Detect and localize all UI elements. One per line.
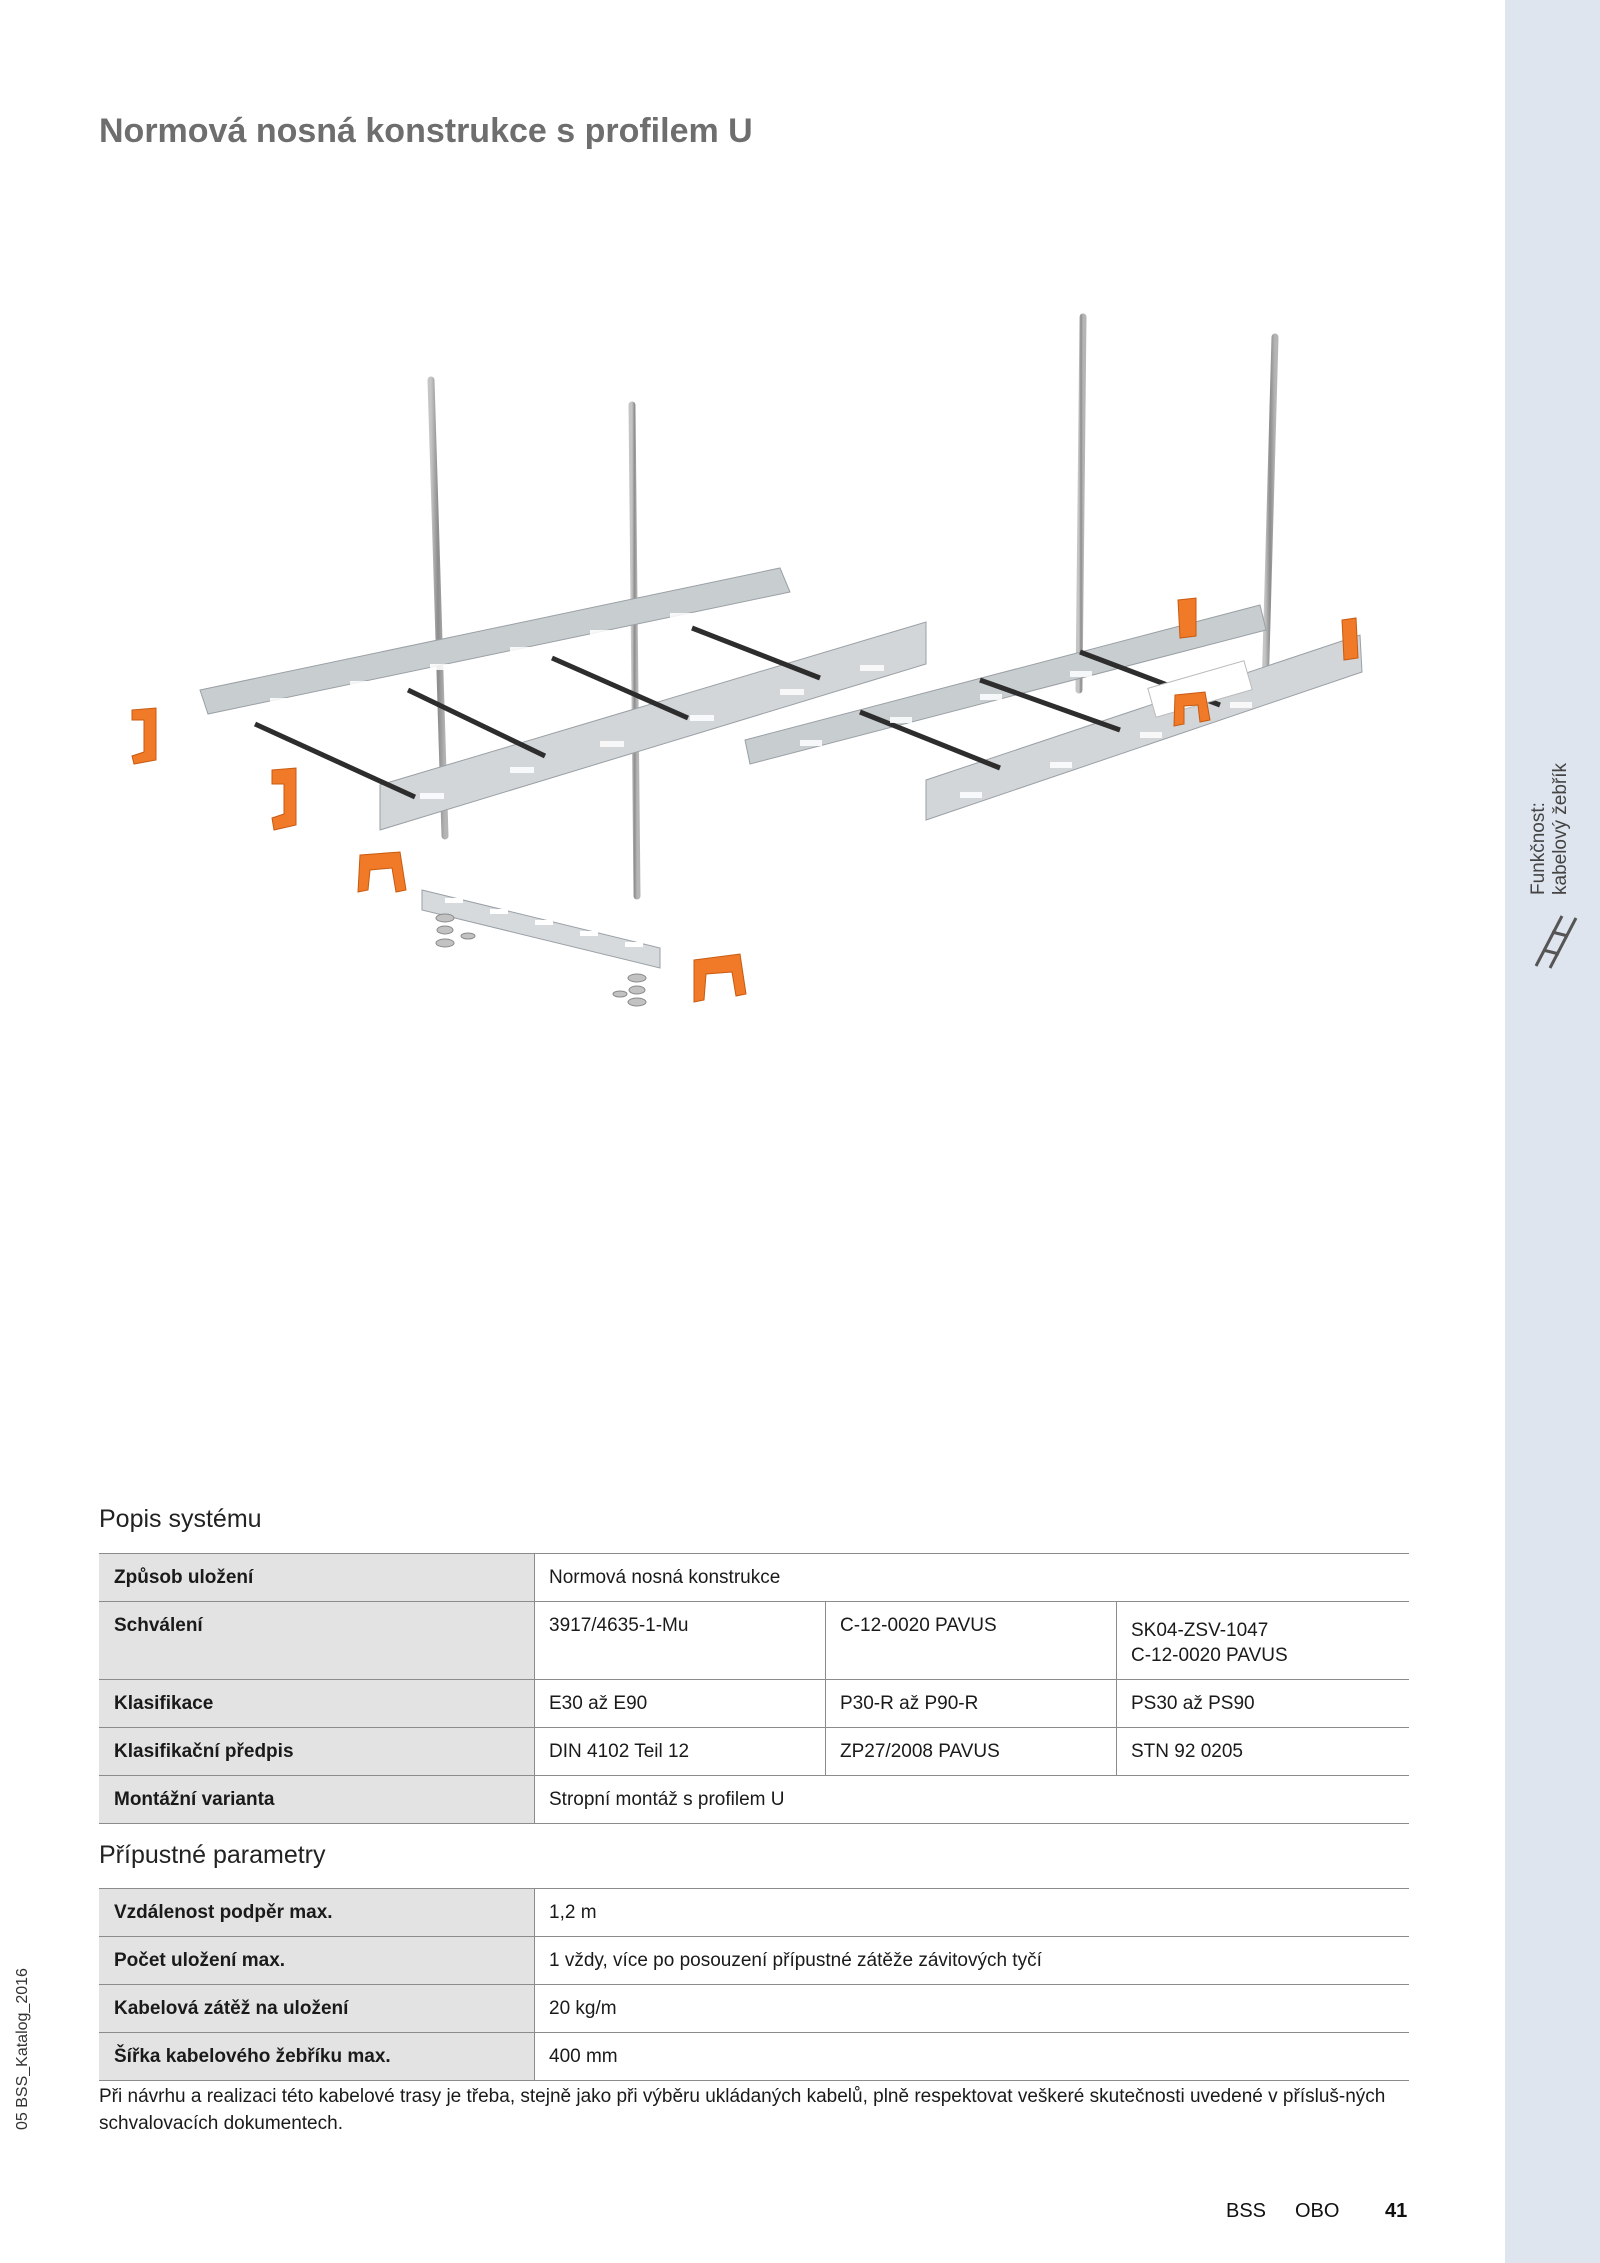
- row-label: Kabelová zátěž na uložení: [99, 1985, 535, 2033]
- side-strip: [1505, 0, 1600, 2263]
- row-value: 3917/4635-1-Mu: [535, 1602, 826, 1680]
- page-number: 41: [1385, 2200, 1408, 2222]
- row-value: SK04-ZSV-1047 C-12-0020 PAVUS: [1117, 1602, 1410, 1680]
- product-illustration: [100, 300, 1390, 1040]
- row-label: Šířka kabelového žebříku max.: [99, 2033, 535, 2081]
- row-value: C-12-0020 PAVUS: [826, 1602, 1117, 1680]
- side-tab: [1528, 745, 1576, 895]
- side-tab-label: Funkčnost: kabelový žebřík: [1528, 762, 1571, 895]
- cable-ladder-icon: [1532, 910, 1582, 970]
- footer-brand-bss: BSS: [1226, 2200, 1267, 2222]
- row-value: PS30 až PS90: [1117, 1680, 1410, 1728]
- params-heading: Přípustné parametry: [99, 1841, 326, 1869]
- system-table: [99, 1553, 1409, 1824]
- table-row: [99, 1602, 1409, 1680]
- row-label: Klasifikační předpis: [99, 1728, 535, 1776]
- table-row: [99, 1937, 1409, 1985]
- row-value: Normová nosná konstrukce: [535, 1554, 1410, 1602]
- row-value: 1,2 m: [535, 1889, 1410, 1937]
- row-label: Klasifikace: [99, 1680, 535, 1728]
- table-row: [99, 1554, 1409, 1602]
- row-label: Montážní varianta: [99, 1776, 535, 1824]
- catalog-code: 05 BSS_Katalog_2016: [14, 1968, 31, 2130]
- row-value: P30-R až P90-R: [826, 1680, 1117, 1728]
- threaded-rods: [431, 317, 1275, 896]
- row-value: 1 vždy, více po posouzení přípustné zátěže závitových tyčí: [535, 1937, 1410, 1985]
- row-label: Vzdálenost podpěr max.: [99, 1889, 535, 1937]
- left-ladder-section: [200, 568, 926, 830]
- table-row: [99, 1985, 1409, 2033]
- row-value: Stropní montáž s profilem U: [535, 1776, 1410, 1824]
- row-value: STN 92 0205: [1117, 1728, 1410, 1776]
- row-value: ZP27/2008 PAVUS: [826, 1728, 1117, 1776]
- row-label: Způsob uložení: [99, 1554, 535, 1602]
- table-row: [99, 2033, 1409, 2081]
- row-value: DIN 4102 Teil 12: [535, 1728, 826, 1776]
- orange-clamps: [132, 598, 1358, 1002]
- u-profile: [422, 890, 660, 968]
- table-row: [99, 1889, 1409, 1937]
- row-label: Počet uložení max.: [99, 1937, 535, 1985]
- table-row: [99, 1776, 1409, 1824]
- page-title: Normová nosná konstrukce s profilem U: [99, 112, 753, 150]
- table-row: [99, 1728, 1409, 1776]
- footer-brand-obo: OBO: [1295, 2200, 1340, 2222]
- table-row: [99, 1680, 1409, 1728]
- note-text: Při návrhu a realizaci této kabelové trasy je třeba, stejně jako při výběru ukládaných kabelů, plně respektovat veškeré skutečnosti uvedené v přísluš-ných schvalovacích dokumentech.: [99, 2086, 1386, 2134]
- row-label: Schválení: [99, 1602, 535, 1680]
- params-table: [99, 1888, 1409, 2081]
- row-value: 400 mm: [535, 2033, 1410, 2081]
- system-heading: Popis systému: [99, 1505, 262, 1533]
- row-value: 20 kg/m: [535, 1985, 1410, 2033]
- row-value: E30 až E90: [535, 1680, 826, 1728]
